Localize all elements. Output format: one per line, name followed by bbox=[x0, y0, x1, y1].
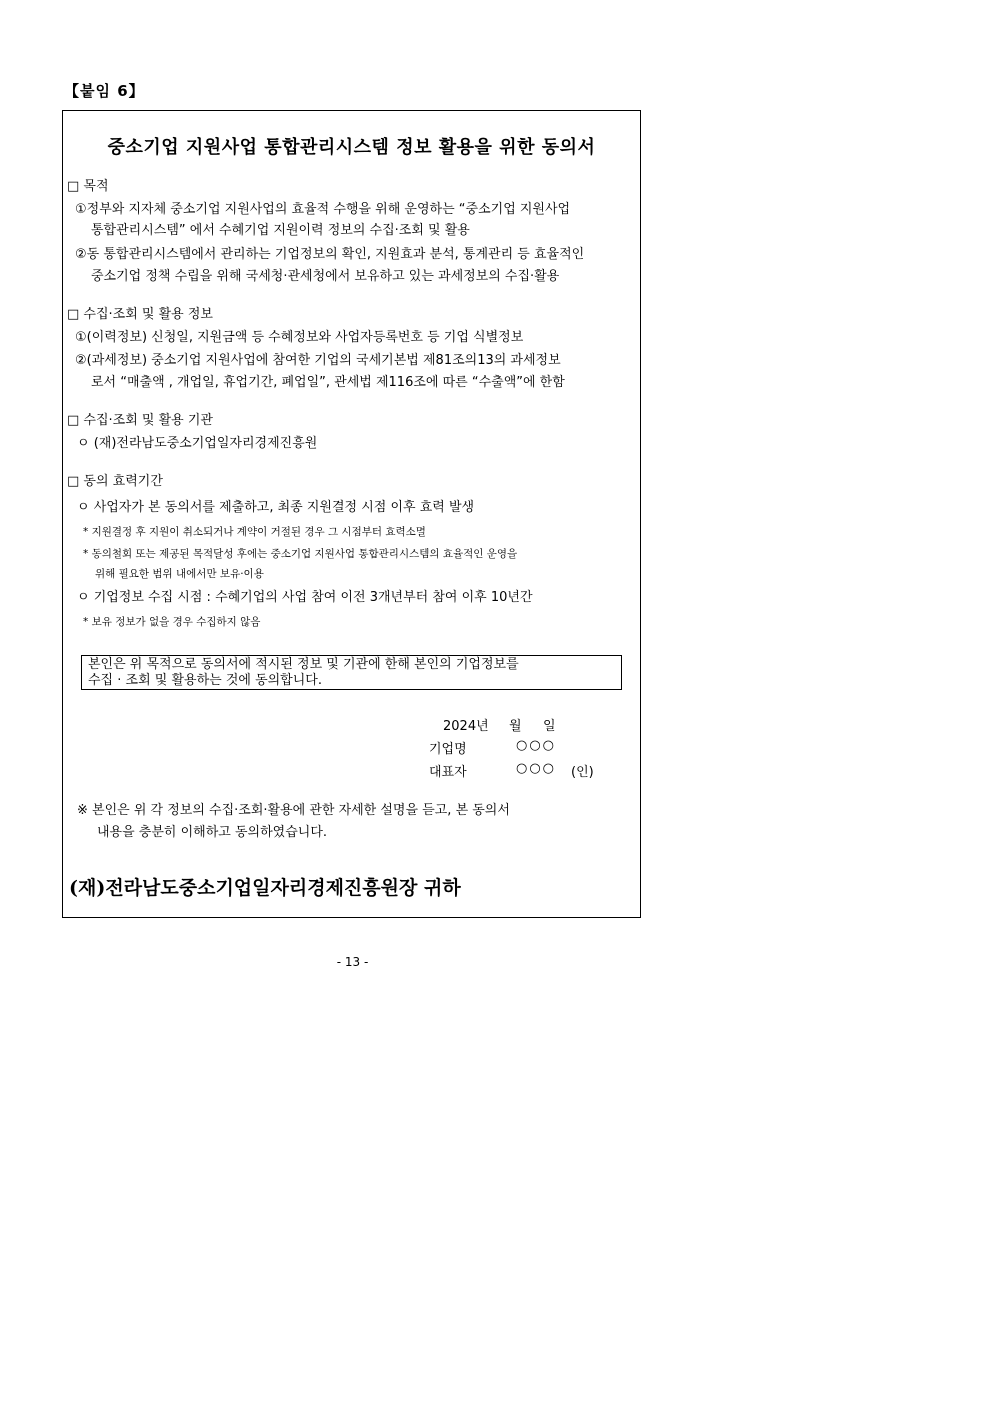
section-heading-info: □ 수집·조회 및 활용 정보 bbox=[67, 307, 213, 322]
consent-form bbox=[62, 110, 641, 918]
representative-label: 대표자 bbox=[429, 765, 467, 780]
info-line-3: 로서 “매출액 , 개업일, 휴업기간, 폐업일”, 관세법 제116조에 따른 “수출액”에 한함 bbox=[91, 375, 565, 390]
agency-line-1: ㅇ (재)전라남도중소기업일자리경제진흥원 bbox=[77, 436, 318, 451]
footnote-line-2: 내용을 충분히 이해하고 동의하였습니다. bbox=[97, 825, 328, 840]
form-title: 중소기업 지원사업 통합관리시스템 정보 활용을 위한 동의서 bbox=[107, 137, 596, 158]
date-month: 월 bbox=[509, 719, 522, 734]
section-heading-period: □ 동의 효력기간 bbox=[67, 474, 163, 489]
section-heading-agency: □ 수집·조회 및 활용 기관 bbox=[67, 413, 213, 428]
date-year: 2024년 bbox=[443, 719, 489, 734]
purpose-line-4: 중소기업 정책 수립을 위해 국세청·관세청에서 보유하고 있는 과세정보의 수집·활용 bbox=[91, 269, 560, 284]
consent-statement-box bbox=[81, 655, 622, 690]
period-note-2b: 위해 필요한 범위 내에서만 보유·이용 bbox=[95, 568, 264, 580]
info-line-1: ①(이력정보) 신청일, 지원금액 등 수혜정보와 사업자등록번호 등 기업 식별정보 bbox=[75, 330, 524, 345]
purpose-line-1: ①정부와 지자체 중소기업 지원사업의 효율적 수행을 위해 운영하는 “중소기업 지원사업 bbox=[75, 202, 571, 217]
consent-line-1: 본인은 위 목적으로 동의서에 적시된 정보 및 기관에 한해 본인의 기업정보를 bbox=[88, 657, 519, 672]
seal-mark: (인) bbox=[571, 765, 594, 780]
footnote-line-1: ※ 본인은 위 각 정보의 수집·조회·활용에 관한 자세한 설명을 듣고, 본 동의서 bbox=[77, 803, 510, 818]
period-note-1: * 지원결정 후 지원이 취소되거나 계약이 거절된 경우 그 시점부터 효력소멸 bbox=[83, 526, 426, 538]
page-number: - 13 - bbox=[336, 955, 369, 969]
period-line-2: ㅇ 기업정보 수집 시점 : 수혜기업의 사업 참여 이전 3개년부터 참여 이후 10년간 bbox=[77, 590, 533, 605]
consent-line-2: 수집 · 조회 및 활용하는 것에 동의합니다. bbox=[88, 673, 322, 688]
representative-value: ○○○ bbox=[516, 761, 557, 776]
date-day: 일 bbox=[543, 719, 556, 734]
recipient-line: (재)전라남도중소기업일자리경제진흥원장 귀하 bbox=[69, 877, 461, 899]
purpose-line-2: 통합관리시스템” 에서 수혜기업 지원이력 정보의 수집·조회 및 활용 bbox=[91, 223, 470, 238]
info-line-2: ②(과세정보) 중소기업 지원사업에 참여한 기업의 국세기본법 제81조의13의 과세정보 bbox=[75, 353, 561, 368]
attachment-label: 【붙임 6】 bbox=[64, 82, 145, 100]
period-note-2a: * 동의철회 또는 제공된 목적달성 후에는 중소기업 지원사업 통합관리시스템의 효율적인 운영을 bbox=[83, 548, 518, 560]
company-label: 기업명 bbox=[429, 742, 467, 757]
period-note-3: * 보유 정보가 없을 경우 수집하지 않음 bbox=[83, 616, 261, 628]
period-line-1: ㅇ 사업자가 본 동의서를 제출하고, 최종 지원결정 시점 이후 효력 발생 bbox=[77, 500, 475, 515]
section-heading-purpose: □ 목적 bbox=[67, 179, 109, 194]
company-value: ○○○ bbox=[516, 738, 557, 753]
purpose-line-3: ②동 통합관리시스템에서 관리하는 기업정보의 확인, 지원효과 분석, 통계관리 등 효율적인 bbox=[75, 247, 585, 262]
